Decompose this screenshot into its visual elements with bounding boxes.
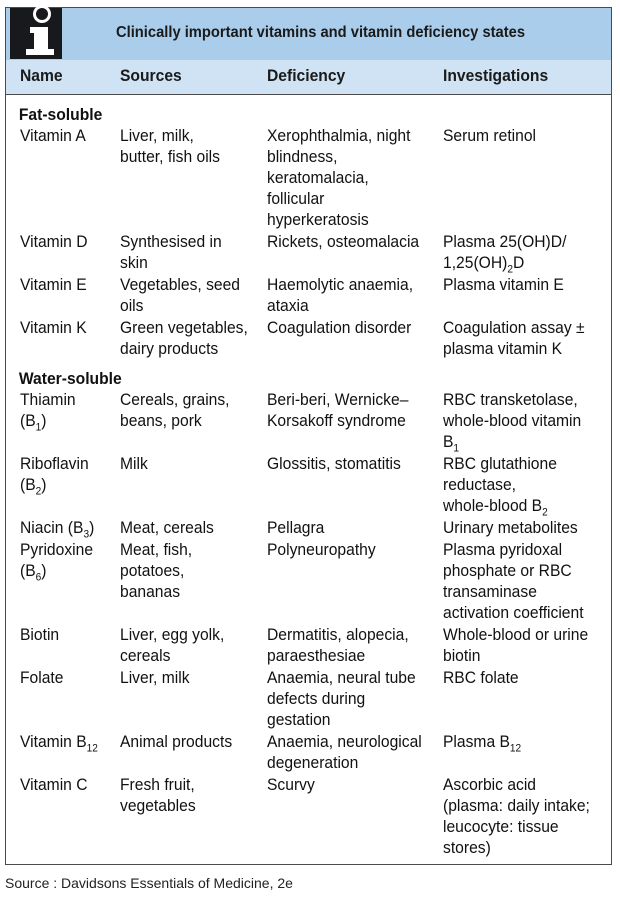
cell-deficiency: Anaemia, neurological degeneration	[267, 732, 422, 772]
section-heading: Water-soluble	[18, 369, 122, 388]
cell-deficiency: Polyneuropathy	[267, 540, 376, 559]
cell-sources: Liver, milk	[120, 668, 190, 687]
cell-sources: Milk	[120, 454, 148, 473]
table-row	[6, 667, 611, 730]
table-row	[6, 624, 611, 666]
cell-name: Folate	[20, 668, 64, 687]
section-heading: Fat-soluble	[18, 105, 103, 124]
cell-name: Vitamin D	[20, 232, 88, 251]
cell-name: Biotin	[20, 625, 60, 644]
cell-deficiency: Coagulation disorder	[267, 318, 412, 337]
cell-sources: Animal products	[120, 732, 233, 751]
cell-deficiency: Beri-beri, Wernicke– Korsakoff syndrome	[267, 390, 409, 430]
cell-investigations: Whole-blood or urine biotin	[443, 625, 589, 665]
cell-sources: Vegetables, seed oils	[120, 275, 241, 315]
table-row	[6, 517, 611, 541]
cell-name: Thiamin $(B_1)$	[20, 390, 76, 434]
cell-sources: Green vegetables, dairy products	[120, 318, 248, 358]
cell-name: Vitamin A	[20, 126, 86, 145]
table-row	[6, 125, 611, 230]
cell-sources: Liver, milk, butter, fish oils	[120, 126, 220, 166]
column-header-deficiency: Deficiency	[267, 66, 346, 85]
cell-investigations: Plasma $B_{12}$	[443, 732, 522, 755]
table-row	[6, 274, 611, 316]
cell-deficiency: Rickets, osteomalacia	[267, 232, 420, 251]
cell-investigations: Ascorbic acid (plasma: daily intake; leucocyte: tissue stores)	[443, 775, 590, 857]
cell-name: Vitamin C	[20, 775, 88, 794]
cell-sources: Synthesised in skin	[120, 232, 222, 272]
table-row	[6, 539, 611, 623]
column-header-investigations: Investigations	[443, 66, 549, 85]
cell-deficiency: Glossitis, stomatitis	[267, 454, 401, 473]
cell-name: Vitamin E	[20, 275, 87, 294]
cell-deficiency: Scurvy	[267, 775, 315, 794]
cell-investigations: Plasma 25(OH)D/ $1,25(OH)_2D$	[443, 232, 567, 276]
info-icon	[10, 1, 62, 59]
vitamin-table-panel	[5, 7, 612, 865]
cell-name: Niacin $(B_3)$	[20, 518, 95, 541]
table-row	[6, 317, 611, 359]
table-row	[6, 774, 611, 858]
cell-investigations: RBC glutathione reductase, whole-blood $B_2$	[443, 454, 557, 519]
cell-deficiency: Haemolytic anaemia, ataxia	[267, 275, 414, 315]
cell-investigations: Urinary metabolites	[443, 518, 578, 537]
table-body	[6, 94, 611, 858]
cell-investigations: Coagulation assay ± plasma vitamin K	[443, 318, 585, 358]
cell-investigations: RBC folate	[443, 668, 519, 687]
cell-investigations: RBC transketolase, whole-blood vitamin $B_1$	[443, 390, 582, 455]
column-header-sources: Sources	[120, 66, 182, 85]
cell-name: Vitamin K	[20, 318, 87, 337]
table-row	[6, 731, 611, 773]
table-row	[6, 231, 611, 276]
column-header-name: Name	[20, 66, 63, 85]
table-title: Clinically important vitamins and vitamin deficiency states	[116, 24, 526, 41]
column-header-row	[6, 60, 611, 95]
cell-sources: Liver, egg yolk, cereals	[120, 625, 225, 665]
cell-name: Riboflavin $(B_2)$	[20, 454, 89, 498]
cell-investigations: Serum retinol	[443, 126, 537, 145]
cell-deficiency: Dermatitis, alopecia, paraesthesiae	[267, 625, 409, 665]
cell-sources: Meat, cereals	[120, 518, 214, 537]
cell-investigations: Plasma pyridoxal phosphate or RBC transaminase activation coefficient	[443, 540, 584, 622]
cell-name: Pyridoxine $(B_6)$	[20, 540, 94, 584]
cell-investigations: Plasma vitamin E	[443, 275, 564, 294]
source-note: Source : Davidsons Essentials of Medicine, 2e	[5, 875, 293, 891]
table-row	[6, 453, 611, 519]
title-band	[6, 8, 611, 60]
cell-name: Vitamin $B_{12}$	[20, 732, 98, 755]
cell-deficiency: Xerophthalmia, night blindness, keratomalacia, follicular hyperkeratosis	[267, 126, 411, 229]
cell-sources: Cereals, grains, beans, pork	[120, 390, 230, 430]
cell-deficiency: Anaemia, neural tube defects during gestation	[267, 668, 416, 729]
table-row	[6, 389, 611, 455]
cell-deficiency: Pellagra	[267, 518, 325, 537]
cell-sources: Fresh fruit, vegetables	[120, 775, 196, 815]
cell-sources: Meat, fish, potatoes, bananas	[120, 540, 193, 601]
